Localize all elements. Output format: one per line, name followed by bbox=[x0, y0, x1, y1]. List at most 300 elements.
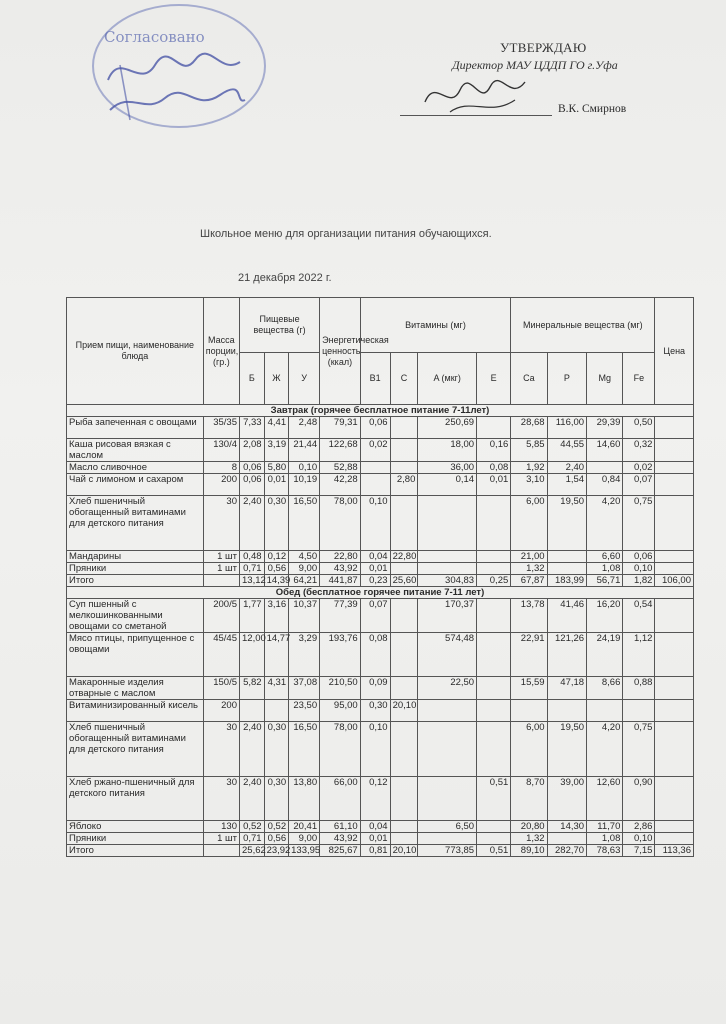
cell-a bbox=[418, 777, 477, 821]
cell-e bbox=[477, 722, 511, 777]
cell-b1: 0,02 bbox=[360, 439, 390, 462]
cell-mg: 6,60 bbox=[587, 551, 623, 563]
approve-position: Директор МАУ ЦДДП ГО г.Уфа bbox=[452, 58, 618, 72]
cell-u: 23,50 bbox=[289, 700, 320, 722]
cell-zh: 14,77 bbox=[264, 633, 289, 677]
cell-a: 36,00 bbox=[418, 462, 477, 474]
cell-b: 2,40 bbox=[240, 777, 265, 821]
total-name: Итого bbox=[67, 845, 204, 857]
cell-u: 37,08 bbox=[289, 677, 320, 700]
cell-ca: 20,80 bbox=[511, 821, 547, 833]
cell-kcal: 78,00 bbox=[320, 496, 361, 551]
cell-a: 250,69 bbox=[418, 417, 477, 439]
cell-c: 22,80 bbox=[390, 551, 418, 563]
cell-kcal: 52,88 bbox=[320, 462, 361, 474]
section-title: Обед (бесплатное горячее питание 7-11 лет) bbox=[67, 587, 694, 599]
cell-kcal: 42,28 bbox=[320, 474, 361, 496]
cell-b bbox=[240, 700, 265, 722]
cell-fe: 0,07 bbox=[623, 474, 655, 496]
cell-u: 4,50 bbox=[289, 551, 320, 563]
cell-ca: 28,68 bbox=[511, 417, 547, 439]
cell-zh: 0,52 bbox=[264, 821, 289, 833]
cell-b: 5,82 bbox=[240, 677, 265, 700]
cell-kcal: 79,31 bbox=[320, 417, 361, 439]
total-p: 282,70 bbox=[547, 845, 587, 857]
cell-name: Каша рисовая вязкая с маслом bbox=[67, 439, 204, 462]
total-a: 773,85 bbox=[418, 845, 477, 857]
cell-mg: 11,70 bbox=[587, 821, 623, 833]
cell-mass: 150/5 bbox=[203, 677, 239, 700]
table-row bbox=[67, 551, 694, 563]
cell-u: 9,00 bbox=[289, 563, 320, 575]
cell-kcal: 78,00 bbox=[320, 722, 361, 777]
col-ca: Ca bbox=[511, 353, 547, 405]
cell-ca: 15,59 bbox=[511, 677, 547, 700]
cell-e bbox=[477, 417, 511, 439]
cell-p: 19,50 bbox=[547, 496, 587, 551]
cell-p: 116,00 bbox=[547, 417, 587, 439]
cell-mg: 8,66 bbox=[587, 677, 623, 700]
cell-b: 0,48 bbox=[240, 551, 265, 563]
cell-b: 2,40 bbox=[240, 496, 265, 551]
cell-fe: 0,75 bbox=[623, 496, 655, 551]
cell-fe: 0,88 bbox=[623, 677, 655, 700]
col-mg: Mg bbox=[587, 353, 623, 405]
col-e: E bbox=[477, 353, 511, 405]
cell-name: Пряники bbox=[67, 833, 204, 845]
cell-u: 20,41 bbox=[289, 821, 320, 833]
cell-mass: 200 bbox=[203, 700, 239, 722]
cell-mass: 1 шт bbox=[203, 551, 239, 563]
cell-b1: 0,07 bbox=[360, 599, 390, 633]
cell-c bbox=[390, 722, 418, 777]
cell-p: 1,54 bbox=[547, 474, 587, 496]
cell-c bbox=[390, 563, 418, 575]
cell-a: 18,00 bbox=[418, 439, 477, 462]
total-c: 20,10 bbox=[390, 845, 418, 857]
cell-b: 2,40 bbox=[240, 722, 265, 777]
cell-price bbox=[655, 462, 694, 474]
cell-name: Суп пшенный с мелкошинкованными овощами со сметаной bbox=[67, 599, 204, 633]
cell-ca: 1,32 bbox=[511, 833, 547, 845]
cell-mg: 0,84 bbox=[587, 474, 623, 496]
table-row bbox=[67, 833, 694, 845]
cell-p: 39,00 bbox=[547, 777, 587, 821]
cell-b1: 0,09 bbox=[360, 677, 390, 700]
cell-fe: 0,02 bbox=[623, 462, 655, 474]
cell-name: Чай с лимоном и сахаром bbox=[67, 474, 204, 496]
table-row bbox=[67, 700, 694, 722]
cell-b: 0,71 bbox=[240, 563, 265, 575]
cell-u: 16,50 bbox=[289, 722, 320, 777]
cell-ca: 13,78 bbox=[511, 599, 547, 633]
cell-mass: 30 bbox=[203, 777, 239, 821]
cell-zh: 4,41 bbox=[264, 417, 289, 439]
cell-c bbox=[390, 462, 418, 474]
col-a: A (мкг) bbox=[418, 353, 477, 405]
cell-u: 2,48 bbox=[289, 417, 320, 439]
menu-date: 21 декабря 2022 г. bbox=[238, 272, 332, 284]
cell-kcal: 66,00 bbox=[320, 777, 361, 821]
cell-ca: 1,92 bbox=[511, 462, 547, 474]
cell-c: 20,10 bbox=[390, 700, 418, 722]
table-row bbox=[67, 677, 694, 700]
cell-u: 13,80 bbox=[289, 777, 320, 821]
cell-ca: 1,32 bbox=[511, 563, 547, 575]
cell-e: 0,16 bbox=[477, 439, 511, 462]
cell-b1: 0,12 bbox=[360, 777, 390, 821]
cell-c bbox=[390, 833, 418, 845]
cell-b1: 0,01 bbox=[360, 563, 390, 575]
approve-title: УТВЕРЖДАЮ bbox=[500, 40, 587, 55]
cell-zh: 3,19 bbox=[264, 439, 289, 462]
cell-price bbox=[655, 677, 694, 700]
cell-price bbox=[655, 633, 694, 677]
total-p: 183,99 bbox=[547, 575, 587, 587]
cell-a bbox=[418, 563, 477, 575]
cell-a bbox=[418, 722, 477, 777]
cell-mg: 1,08 bbox=[587, 833, 623, 845]
cell-e: 0,01 bbox=[477, 474, 511, 496]
total-b: 25,62 bbox=[240, 845, 265, 857]
cell-price bbox=[655, 563, 694, 575]
cell-b1: 0,30 bbox=[360, 700, 390, 722]
cell-zh: 0,56 bbox=[264, 563, 289, 575]
cell-ca bbox=[511, 700, 547, 722]
cell-kcal: 22,80 bbox=[320, 551, 361, 563]
cell-b1 bbox=[360, 462, 390, 474]
cell-mg bbox=[587, 462, 623, 474]
cell-a bbox=[418, 551, 477, 563]
cell-b1: 0,01 bbox=[360, 833, 390, 845]
col-meal: Прием пищи, наименование блюда bbox=[67, 298, 204, 405]
cell-c bbox=[390, 496, 418, 551]
approve-name: В.К. Смирнов bbox=[558, 103, 627, 115]
col-fe: Fe bbox=[623, 353, 655, 405]
cell-price bbox=[655, 417, 694, 439]
handwritten-signature-left bbox=[100, 20, 250, 120]
cell-e bbox=[477, 551, 511, 563]
cell-price bbox=[655, 777, 694, 821]
cell-e bbox=[477, 700, 511, 722]
table-row bbox=[67, 563, 694, 575]
table-row bbox=[67, 821, 694, 833]
cell-mg: 12,60 bbox=[587, 777, 623, 821]
cell-fe: 1,12 bbox=[623, 633, 655, 677]
cell-e bbox=[477, 633, 511, 677]
cell-u: 21,44 bbox=[289, 439, 320, 462]
cell-price bbox=[655, 821, 694, 833]
total-price: 106,00 bbox=[655, 575, 694, 587]
cell-b: 2,08 bbox=[240, 439, 265, 462]
cell-kcal: 61,10 bbox=[320, 821, 361, 833]
cell-p bbox=[547, 833, 587, 845]
cell-p bbox=[547, 563, 587, 575]
col-mass: Масса порции, (гр.) bbox=[203, 298, 239, 405]
col-b1: B1 bbox=[360, 353, 390, 405]
cell-b: 0,52 bbox=[240, 821, 265, 833]
menu-table bbox=[66, 297, 694, 857]
cell-p: 47,18 bbox=[547, 677, 587, 700]
cell-c bbox=[390, 821, 418, 833]
cell-mass: 30 bbox=[203, 722, 239, 777]
cell-mg: 29,39 bbox=[587, 417, 623, 439]
cell-mass: 130/4 bbox=[203, 439, 239, 462]
cell-price bbox=[655, 599, 694, 633]
cell-name: Хлеб пшеничный обогащенный витаминами для детского питания bbox=[67, 722, 204, 777]
cell-name: Хлеб ржано-пшеничный для детского питания bbox=[67, 777, 204, 821]
table-row bbox=[67, 417, 694, 439]
cell-fe: 2,86 bbox=[623, 821, 655, 833]
cell-fe bbox=[623, 700, 655, 722]
cell-b1 bbox=[360, 474, 390, 496]
cell-a: 22,50 bbox=[418, 677, 477, 700]
col-energy: Энергетическая ценность (ккал) bbox=[320, 298, 361, 405]
cell-mass: 200/5 bbox=[203, 599, 239, 633]
cell-zh: 3,16 bbox=[264, 599, 289, 633]
cell-price bbox=[655, 833, 694, 845]
cell-p: 19,50 bbox=[547, 722, 587, 777]
cell-fe: 0,10 bbox=[623, 833, 655, 845]
cell-ca: 22,91 bbox=[511, 633, 547, 677]
total-row bbox=[67, 845, 694, 857]
cell-b: 0,06 bbox=[240, 462, 265, 474]
cell-kcal: 95,00 bbox=[320, 700, 361, 722]
cell-u: 10,37 bbox=[289, 599, 320, 633]
cell-mg: 4,20 bbox=[587, 496, 623, 551]
cell-fe: 0,10 bbox=[623, 563, 655, 575]
cell-mg: 14,60 bbox=[587, 439, 623, 462]
total-u: 133,95 bbox=[289, 845, 320, 857]
total-u: 64,21 bbox=[289, 575, 320, 587]
cell-price bbox=[655, 474, 694, 496]
cell-mg: 16,20 bbox=[587, 599, 623, 633]
cell-ca: 21,00 bbox=[511, 551, 547, 563]
cell-p: 41,46 bbox=[547, 599, 587, 633]
cell-fe: 0,75 bbox=[623, 722, 655, 777]
cell-e bbox=[477, 599, 511, 633]
cell-u: 3,29 bbox=[289, 633, 320, 677]
total-name: Итого bbox=[67, 575, 204, 587]
cell-ca: 8,70 bbox=[511, 777, 547, 821]
total-mg: 78,63 bbox=[587, 845, 623, 857]
cell-b: 0,06 bbox=[240, 474, 265, 496]
col-nutrients: Пищевые вещества (г) bbox=[240, 298, 320, 353]
cell-p: 121,26 bbox=[547, 633, 587, 677]
cell-a bbox=[418, 496, 477, 551]
cell-a: 170,37 bbox=[418, 599, 477, 633]
cell-u: 0,10 bbox=[289, 462, 320, 474]
total-a: 304,83 bbox=[418, 575, 477, 587]
cell-a: 574,48 bbox=[418, 633, 477, 677]
col-zh: Ж bbox=[264, 353, 289, 405]
cell-price bbox=[655, 551, 694, 563]
cell-price bbox=[655, 439, 694, 462]
table-row bbox=[67, 633, 694, 677]
table-row bbox=[67, 462, 694, 474]
total-kcal: 825,67 bbox=[320, 845, 361, 857]
total-e: 0,51 bbox=[477, 845, 511, 857]
table-row bbox=[67, 777, 694, 821]
total-zh: 14,39 bbox=[264, 575, 289, 587]
cell-c bbox=[390, 633, 418, 677]
cell-p: 44,55 bbox=[547, 439, 587, 462]
menu-title: Школьное меню для организации питания обучающихся. bbox=[200, 228, 492, 240]
cell-fe: 0,32 bbox=[623, 439, 655, 462]
cell-zh: 4,31 bbox=[264, 677, 289, 700]
cell-b1: 0,04 bbox=[360, 551, 390, 563]
total-b1: 0,23 bbox=[360, 575, 390, 587]
cell-c bbox=[390, 777, 418, 821]
cell-zh: 0,12 bbox=[264, 551, 289, 563]
cell-name: Макаронные изделия отварные с маслом bbox=[67, 677, 204, 700]
cell-fe: 0,50 bbox=[623, 417, 655, 439]
cell-mass: 1 шт bbox=[203, 833, 239, 845]
total-c: 25,60 bbox=[390, 575, 418, 587]
cell-mg: 1,08 bbox=[587, 563, 623, 575]
cell-zh: 0,30 bbox=[264, 777, 289, 821]
cell-a: 6,50 bbox=[418, 821, 477, 833]
cell-name: Пряники bbox=[67, 563, 204, 575]
cell-ca: 6,00 bbox=[511, 722, 547, 777]
cell-name: Мясо птицы, припущенное с овощами bbox=[67, 633, 204, 677]
cell-zh: 0,56 bbox=[264, 833, 289, 845]
cell-e bbox=[477, 677, 511, 700]
cell-name: Хлеб пшеничный обогащенный витаминами для детского питания bbox=[67, 496, 204, 551]
handwritten-signature-right bbox=[420, 72, 530, 117]
total-e: 0,25 bbox=[477, 575, 511, 587]
section-header bbox=[67, 405, 694, 417]
cell-e: 0,08 bbox=[477, 462, 511, 474]
cell-kcal: 122,68 bbox=[320, 439, 361, 462]
cell-mass: 30 bbox=[203, 496, 239, 551]
cell-kcal: 77,39 bbox=[320, 599, 361, 633]
total-mass bbox=[203, 845, 239, 857]
cell-b1: 0,04 bbox=[360, 821, 390, 833]
cell-zh bbox=[264, 700, 289, 722]
cell-e bbox=[477, 563, 511, 575]
col-price: Цена bbox=[655, 298, 694, 405]
cell-u: 10,19 bbox=[289, 474, 320, 496]
cell-ca: 3,10 bbox=[511, 474, 547, 496]
cell-fe: 0,54 bbox=[623, 599, 655, 633]
cell-ca: 6,00 bbox=[511, 496, 547, 551]
cell-price bbox=[655, 722, 694, 777]
menu-body bbox=[67, 405, 694, 857]
cell-mass: 130 bbox=[203, 821, 239, 833]
table-row bbox=[67, 439, 694, 462]
section-title: Завтрак (горячее бесплатное питание 7-11лет) bbox=[67, 405, 694, 417]
col-b: Б bbox=[240, 353, 265, 405]
cell-p: 14,30 bbox=[547, 821, 587, 833]
cell-mg: 24,19 bbox=[587, 633, 623, 677]
cell-mass: 8 bbox=[203, 462, 239, 474]
section-header bbox=[67, 587, 694, 599]
cell-p: 2,40 bbox=[547, 462, 587, 474]
cell-b: 12,00 bbox=[240, 633, 265, 677]
cell-mg bbox=[587, 700, 623, 722]
cell-zh: 5,80 bbox=[264, 462, 289, 474]
cell-price bbox=[655, 700, 694, 722]
cell-mass: 200 bbox=[203, 474, 239, 496]
cell-kcal: 210,50 bbox=[320, 677, 361, 700]
col-p: P bbox=[547, 353, 587, 405]
cell-name: Мандарины bbox=[67, 551, 204, 563]
cell-name: Рыба запеченная с овощами bbox=[67, 417, 204, 439]
table-row bbox=[67, 722, 694, 777]
cell-price bbox=[655, 496, 694, 551]
col-minerals: Минеральные вещества (мг) bbox=[511, 298, 655, 353]
cell-b: 1,77 bbox=[240, 599, 265, 633]
total-ca: 89,10 bbox=[511, 845, 547, 857]
cell-c bbox=[390, 599, 418, 633]
cell-kcal: 43,92 bbox=[320, 833, 361, 845]
cell-name: Яблоко bbox=[67, 821, 204, 833]
col-u: У bbox=[289, 353, 320, 405]
cell-fe: 0,90 bbox=[623, 777, 655, 821]
cell-b: 7,33 bbox=[240, 417, 265, 439]
total-zh: 23,92 bbox=[264, 845, 289, 857]
cell-b1: 0,10 bbox=[360, 496, 390, 551]
total-ca: 67,87 bbox=[511, 575, 547, 587]
col-vitamins: Витамины (мг) bbox=[360, 298, 511, 353]
total-b: 13,12 bbox=[240, 575, 265, 587]
cell-mass: 45/45 bbox=[203, 633, 239, 677]
cell-p bbox=[547, 551, 587, 563]
cell-b1: 0,08 bbox=[360, 633, 390, 677]
col-c: C bbox=[390, 353, 418, 405]
cell-e bbox=[477, 821, 511, 833]
total-fe: 1,82 bbox=[623, 575, 655, 587]
cell-name: Масло сливочное bbox=[67, 462, 204, 474]
total-row bbox=[67, 575, 694, 587]
cell-b: 0,71 bbox=[240, 833, 265, 845]
table-row bbox=[67, 496, 694, 551]
cell-ca: 5,85 bbox=[511, 439, 547, 462]
svg-text:Согласовано: Согласовано bbox=[104, 28, 205, 46]
total-price: 113,36 bbox=[655, 845, 694, 857]
table-row bbox=[67, 474, 694, 496]
total-fe: 7,15 bbox=[623, 845, 655, 857]
cell-kcal: 193,76 bbox=[320, 633, 361, 677]
cell-mass: 35/35 bbox=[203, 417, 239, 439]
cell-c bbox=[390, 677, 418, 700]
cell-c: 2,80 bbox=[390, 474, 418, 496]
total-kcal: 441,87 bbox=[320, 575, 361, 587]
total-mass bbox=[203, 575, 239, 587]
cell-c bbox=[390, 417, 418, 439]
table-row bbox=[67, 599, 694, 633]
cell-e bbox=[477, 496, 511, 551]
total-mg: 56,71 bbox=[587, 575, 623, 587]
cell-a bbox=[418, 700, 477, 722]
cell-mg: 4,20 bbox=[587, 722, 623, 777]
cell-zh: 0,30 bbox=[264, 722, 289, 777]
cell-c bbox=[390, 439, 418, 462]
cell-u: 16,50 bbox=[289, 496, 320, 551]
cell-mass: 1 шт bbox=[203, 563, 239, 575]
cell-kcal: 43,92 bbox=[320, 563, 361, 575]
cell-name: Витаминизированный кисель bbox=[67, 700, 204, 722]
cell-fe: 0,06 bbox=[623, 551, 655, 563]
cell-a bbox=[418, 833, 477, 845]
cell-b1: 0,10 bbox=[360, 722, 390, 777]
cell-e bbox=[477, 833, 511, 845]
cell-p bbox=[547, 700, 587, 722]
cell-zh: 0,01 bbox=[264, 474, 289, 496]
cell-a: 0,14 bbox=[418, 474, 477, 496]
cell-zh: 0,30 bbox=[264, 496, 289, 551]
